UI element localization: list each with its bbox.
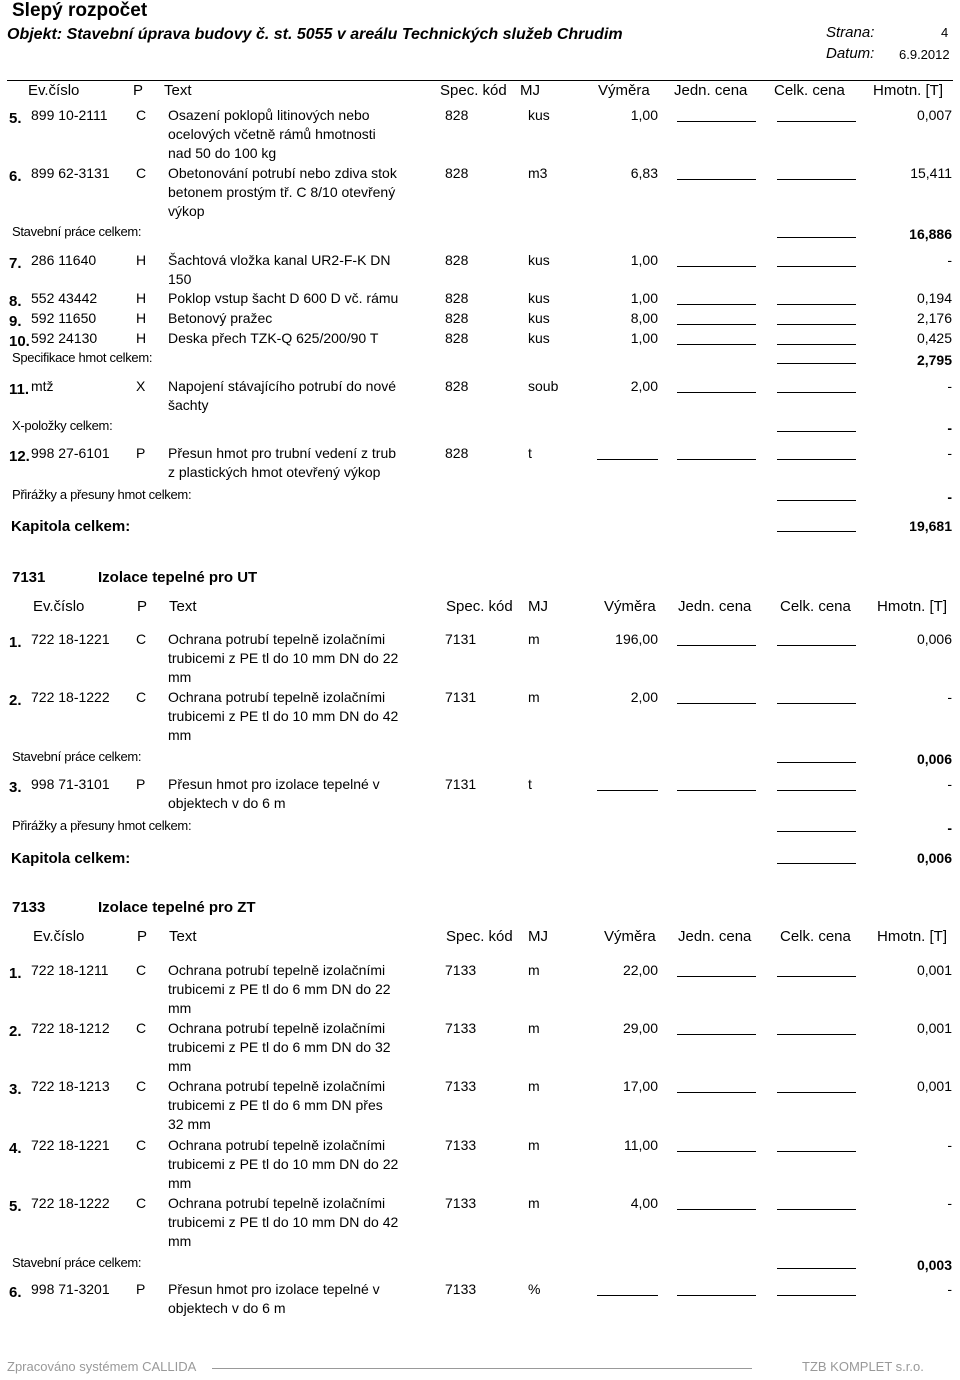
item-spec-code: 828 (445, 310, 469, 326)
datum-value: 6.9.2012 (899, 47, 950, 62)
item-unit: m (528, 1137, 540, 1153)
item-text: 150 (168, 271, 192, 287)
strana-value: 4 (941, 25, 949, 40)
col-celk-cena-2: Celk. cena (780, 598, 851, 615)
unit-price-blank (677, 645, 756, 646)
item-code: mtž (31, 378, 54, 394)
item-code: 899 10-2111 (31, 107, 108, 123)
total-price-blank (777, 266, 856, 267)
col-mj-3: MJ (528, 928, 548, 945)
subtotal-weight: 16,886 (909, 226, 952, 242)
item-unit: kus (528, 107, 550, 123)
total-price-blank (777, 179, 856, 180)
item-code: 722 18-1222 (31, 1195, 110, 1211)
header-rule (7, 80, 953, 81)
total-price-blank (777, 645, 856, 646)
item-code: 722 18-1213 (31, 1078, 110, 1094)
subtotal-label: Přirážky a přesuny hmot celkem: (12, 818, 192, 833)
item-text: nad 50 do 100 kg (168, 145, 277, 161)
item-quantity: 8,00 (630, 310, 658, 326)
unit-price-blank (677, 121, 756, 122)
col-vymera-3: Výměra (604, 928, 656, 945)
item-weight: - (947, 689, 952, 705)
item-type: C (136, 107, 147, 123)
item-weight: 0,425 (916, 330, 952, 346)
item-number: 1. (9, 965, 22, 982)
item-unit: kus (528, 252, 550, 268)
item-weight: 2,176 (916, 310, 952, 326)
datum-label: Datum: (826, 45, 875, 62)
chapter-name: Izolace tepelné pro ZT (98, 899, 256, 916)
item-unit: m (528, 689, 540, 705)
item-unit: t (528, 445, 532, 461)
total-price-blank (777, 324, 856, 325)
item-text: betonem prostým tř. C 8/10 otevřený (168, 184, 396, 200)
item-weight: - (947, 252, 952, 268)
item-text: Přesun hmot pro izolace tepelné v (168, 776, 380, 792)
item-code: 722 18-1211 (31, 962, 109, 978)
chapter-code: 7133 (12, 899, 46, 916)
item-code: 899 62-3131 (31, 165, 110, 181)
item-text: mm (168, 1175, 192, 1191)
item-spec-code: 828 (445, 165, 469, 181)
item-text: mm (168, 1000, 192, 1016)
item-type: H (136, 310, 147, 326)
item-text: Ochrana potrubí tepelně izolačními (168, 689, 386, 705)
total-price-blank (777, 121, 856, 122)
subtotal-label: Stavební práce celkem: (12, 1255, 142, 1270)
item-code: 998 27-6101 (31, 445, 110, 461)
item-number: 9. (9, 313, 22, 330)
item-text: Přesun hmot pro izolace tepelné v (168, 1281, 380, 1297)
subtotal-weight: 0,003 (916, 1257, 952, 1273)
item-text: trubicemi z PE tl do 10 mm DN do 22 (168, 650, 399, 666)
item-quantity: 17,00 (622, 1078, 658, 1094)
footer-left: Zpracováno systémem CALLIDA (7, 1359, 197, 1374)
kapitola-label: Kapitola celkem: (11, 850, 131, 867)
unit-price-blank (677, 266, 756, 267)
col-celk-cena-3: Celk. cena (780, 928, 851, 945)
item-quantity-blank (597, 1295, 658, 1296)
col-text: Text (164, 82, 192, 99)
item-spec-code: 7133 (445, 1195, 477, 1211)
item-code: 722 18-1221 (31, 631, 110, 647)
item-type: C (136, 1195, 147, 1211)
col-text-2: Text (169, 598, 197, 615)
col-spec-2: Spec. kód (446, 598, 513, 615)
page-title: Slepý rozpočet (12, 0, 148, 21)
item-number: 11. (9, 381, 30, 398)
col-evcislo-3: Ev.číslo (33, 928, 85, 945)
item-weight: 0,006 (916, 631, 952, 647)
item-text: mm (168, 1233, 192, 1249)
item-code: 722 18-1221 (31, 1137, 110, 1153)
subtotal-price-blank (777, 363, 856, 364)
item-spec-code: 828 (445, 330, 469, 346)
col-vymera-2: Výměra (604, 598, 656, 615)
subtotal-weight: - (947, 420, 952, 436)
unit-price-blank (677, 1151, 756, 1152)
item-weight: 0,194 (916, 290, 952, 306)
item-quantity: 2,00 (630, 689, 658, 705)
item-quantity-blank (597, 790, 658, 791)
col-vymera: Výměra (598, 82, 650, 99)
item-quantity: 1,00 (630, 252, 658, 268)
item-text: Ochrana potrubí tepelně izolačními (168, 1137, 386, 1153)
item-code: 722 18-1212 (31, 1020, 110, 1036)
col-jedn-cena-2: Jedn. cena (678, 598, 752, 615)
subtotal-weight: - (947, 489, 952, 505)
item-weight: - (947, 776, 952, 792)
item-unit: m (528, 962, 540, 978)
subtotal-price-blank (777, 1268, 856, 1269)
item-spec-code: 7133 (445, 1281, 477, 1297)
col-hmotn-3: Hmotn. [T] (877, 928, 948, 945)
subtotal-weight: 2,795 (916, 352, 952, 368)
col-text-3: Text (169, 928, 197, 945)
item-type: C (136, 1078, 147, 1094)
item-weight: - (947, 1195, 952, 1211)
kapitola-price-blank (777, 863, 856, 864)
item-type: H (136, 252, 147, 268)
item-type: H (136, 290, 147, 306)
item-type: C (136, 1020, 147, 1036)
item-text: mm (168, 1058, 192, 1074)
item-unit: m (528, 1020, 540, 1036)
total-price-blank (777, 304, 856, 305)
unit-price-blank (677, 703, 756, 704)
item-type: P (136, 1281, 146, 1297)
item-text: mm (168, 727, 192, 743)
col-jedn-cena-3: Jedn. cena (678, 928, 752, 945)
chapter-code: 7131 (12, 569, 46, 586)
subtotal-price-blank (777, 237, 856, 238)
item-unit: soub (528, 378, 559, 394)
item-text: Betonový pražec (168, 310, 273, 326)
subtotal-price-blank (777, 431, 856, 432)
subtotal-label: Stavební práce celkem: (12, 749, 142, 764)
total-price-blank (777, 392, 856, 393)
total-price-blank (777, 1295, 856, 1296)
item-code: 722 18-1222 (31, 689, 110, 705)
col-p-2: P (137, 598, 148, 615)
item-type: C (136, 165, 147, 181)
unit-price-blank (677, 790, 756, 791)
object-line: Objekt: Stavební úprava budovy č. st. 5055 v areálu Technických služeb Chrudim (7, 26, 623, 43)
total-price-blank (777, 1092, 856, 1093)
item-code: 552 43442 (31, 290, 98, 306)
unit-price-blank (677, 392, 756, 393)
item-text: Deska přech TZK-Q 625/200/90 T (168, 330, 379, 346)
col-spec-3: Spec. kód (446, 928, 513, 945)
item-weight: - (947, 1281, 952, 1297)
item-type: C (136, 631, 147, 647)
item-weight: 15,411 (910, 165, 952, 181)
item-number: 4. (9, 1140, 22, 1157)
item-spec-code: 7133 (445, 962, 477, 978)
item-type: C (136, 962, 147, 978)
item-spec-code: 828 (445, 107, 469, 123)
col-mj-2: MJ (528, 598, 548, 615)
item-number: 1. (9, 634, 22, 651)
subtotal-weight: - (947, 820, 952, 836)
item-text: trubicemi z PE tl do 10 mm DN do 22 (168, 1156, 399, 1172)
item-quantity: 29,00 (622, 1020, 658, 1036)
item-text: mm (168, 669, 192, 685)
item-code: 592 24130 (31, 330, 98, 346)
item-type: P (136, 776, 146, 792)
item-number: 6. (9, 1284, 22, 1301)
item-quantity: 6,83 (630, 165, 658, 181)
item-text: trubicemi z PE tl do 6 mm DN přes (168, 1097, 383, 1113)
kapitola-label: Kapitola celkem: (11, 518, 131, 535)
subtotal-price-blank (777, 762, 856, 763)
unit-price-blank (677, 1092, 756, 1093)
item-unit: m (528, 631, 540, 647)
item-text: 32 mm (168, 1116, 211, 1132)
col-hmotn: Hmotn. [T] (873, 82, 944, 99)
item-unit: kus (528, 310, 550, 326)
item-quantity: 22,00 (622, 962, 658, 978)
item-quantity: 1,00 (630, 330, 658, 346)
footer-rule (212, 1368, 752, 1369)
unit-price-blank (677, 179, 756, 180)
item-text: Šachtová vložka kanal UR2-F-K DN (168, 252, 391, 268)
col-mj: MJ (520, 82, 540, 99)
subtotal-label: Přirážky a přesuny hmot celkem: (12, 487, 192, 502)
total-price-blank (777, 976, 856, 977)
total-price-blank (777, 1209, 856, 1210)
item-number: 12. (9, 448, 30, 465)
item-text: Ochrana potrubí tepelně izolačními (168, 1078, 386, 1094)
strana-label: Strana: (826, 24, 875, 41)
item-quantity: 1,00 (630, 107, 658, 123)
item-number: 2. (9, 692, 22, 709)
item-text: Ochrana potrubí tepelně izolačními (168, 1195, 386, 1211)
col-p-3: P (137, 928, 148, 945)
item-text: trubicemi z PE tl do 10 mm DN do 42 (168, 1214, 399, 1230)
total-price-blank (777, 1034, 856, 1035)
total-price-blank (777, 1151, 856, 1152)
kapitola-price-blank (777, 531, 856, 532)
subtotal-price-blank (777, 831, 856, 832)
item-spec-code: 7131 (445, 631, 477, 647)
item-text: Obetonování potrubí nebo zdiva stok (168, 165, 397, 181)
total-price-blank (777, 459, 856, 460)
item-code: 998 71-3201 (31, 1281, 110, 1297)
item-code: 998 71-3101 (31, 776, 110, 792)
item-quantity: 11,00 (624, 1137, 658, 1153)
item-number: 5. (9, 110, 22, 127)
item-text: objektech v do 6 m (168, 1300, 286, 1316)
unit-price-blank (677, 344, 756, 345)
item-type: C (136, 689, 147, 705)
item-weight: 0,007 (916, 107, 952, 123)
col-evcislo-2: Ev.číslo (33, 598, 85, 615)
item-unit: t (528, 776, 532, 792)
col-jedn-cena: Jedn. cena (674, 82, 748, 99)
unit-price-blank (677, 976, 756, 977)
item-text: Napojení stávajícího potrubí do nové (168, 378, 397, 394)
unit-price-blank (677, 1034, 756, 1035)
total-price-blank (777, 344, 856, 345)
item-text: Ochrana potrubí tepelně izolačními (168, 631, 386, 647)
item-code: 592 11650 (31, 310, 97, 326)
item-weight: 0,001 (916, 1020, 952, 1036)
item-spec-code: 7133 (445, 1078, 477, 1094)
item-unit: m (528, 1078, 540, 1094)
item-number: 7. (9, 255, 22, 272)
col-evcislo: Ev.číslo (28, 82, 80, 99)
item-text: objektech v do 6 m (168, 795, 286, 811)
item-number: 2. (9, 1023, 22, 1040)
item-quantity: 1,00 (630, 290, 658, 306)
total-price-blank (777, 703, 856, 704)
item-unit: kus (528, 330, 550, 346)
item-type: P (136, 445, 146, 461)
item-unit: m (528, 1195, 540, 1211)
unit-price-blank (677, 1295, 756, 1296)
item-type: X (136, 378, 146, 394)
item-spec-code: 828 (445, 378, 469, 394)
unit-price-blank (677, 324, 756, 325)
item-weight: - (947, 378, 952, 394)
item-unit: kus (528, 290, 550, 306)
item-number: 10. (9, 333, 30, 350)
col-spec: Spec. kód (440, 82, 507, 99)
subtotal-weight: 0,006 (916, 751, 952, 767)
subtotal-label: Stavební práce celkem: (12, 224, 142, 239)
item-text: šachty (168, 397, 209, 413)
item-spec-code: 828 (445, 252, 469, 268)
item-number: 6. (9, 168, 22, 185)
item-text: výkop (168, 203, 205, 219)
item-unit: % (528, 1281, 541, 1297)
item-number: 3. (9, 1081, 22, 1098)
item-weight: - (947, 445, 952, 461)
item-quantity-blank (597, 459, 658, 460)
col-hmotn-2: Hmotn. [T] (877, 598, 948, 615)
total-price-blank (777, 790, 856, 791)
item-weight: 0,001 (916, 962, 952, 978)
item-text: Ochrana potrubí tepelně izolačními (168, 962, 386, 978)
unit-price-blank (677, 1209, 756, 1210)
col-p: P (133, 82, 144, 99)
item-text: Přesun hmot pro trubní vedení z trub (168, 445, 397, 461)
subtotal-price-blank (777, 500, 856, 501)
item-text: Ochrana potrubí tepelně izolačními (168, 1020, 386, 1036)
unit-price-blank (677, 304, 756, 305)
item-weight: 0,001 (916, 1078, 952, 1094)
item-number: 3. (9, 779, 22, 796)
item-unit: m3 (528, 165, 548, 181)
item-spec-code: 7133 (445, 1020, 477, 1036)
item-number: 5. (9, 1198, 22, 1215)
subtotal-label: Specifikace hmot celkem: (12, 350, 153, 365)
item-text: trubicemi z PE tl do 10 mm DN do 42 (168, 708, 399, 724)
item-code: 286 11640 (31, 252, 97, 268)
subtotal-label: X-položky celkem: (12, 418, 113, 433)
item-text: trubicemi z PE tl do 6 mm DN do 22 (168, 981, 391, 997)
item-weight: - (947, 1137, 952, 1153)
footer-right: TZB KOMPLET s.r.o. (802, 1359, 924, 1374)
item-text: ocelových včetně rámů hmotnosti (168, 126, 376, 142)
item-quantity: 2,00 (630, 378, 658, 394)
item-type: C (136, 1137, 147, 1153)
unit-price-blank (677, 459, 756, 460)
item-type: H (136, 330, 147, 346)
item-spec-code: 7131 (445, 776, 477, 792)
item-spec-code: 7133 (445, 1137, 477, 1153)
item-spec-code: 7131 (445, 689, 477, 705)
item-quantity: 4,00 (630, 1195, 658, 1211)
kapitola-weight: 19,681 (909, 518, 952, 534)
kapitola-weight: 0,006 (916, 850, 952, 866)
item-quantity: 196,00 (615, 631, 658, 647)
item-text: Poklop vstup šacht D 600 D vč. rámu (168, 290, 399, 306)
item-number: 8. (9, 293, 22, 310)
item-text: trubicemi z PE tl do 6 mm DN do 32 (168, 1039, 391, 1055)
col-celk-cena: Celk. cena (774, 82, 845, 99)
item-spec-code: 828 (445, 290, 469, 306)
chapter-name: Izolace tepelné pro UT (98, 569, 258, 586)
item-spec-code: 828 (445, 445, 469, 461)
item-text: z plastických hmot otevřený výkop (168, 464, 381, 480)
item-text: Osazení poklopů litinových nebo (168, 107, 370, 123)
